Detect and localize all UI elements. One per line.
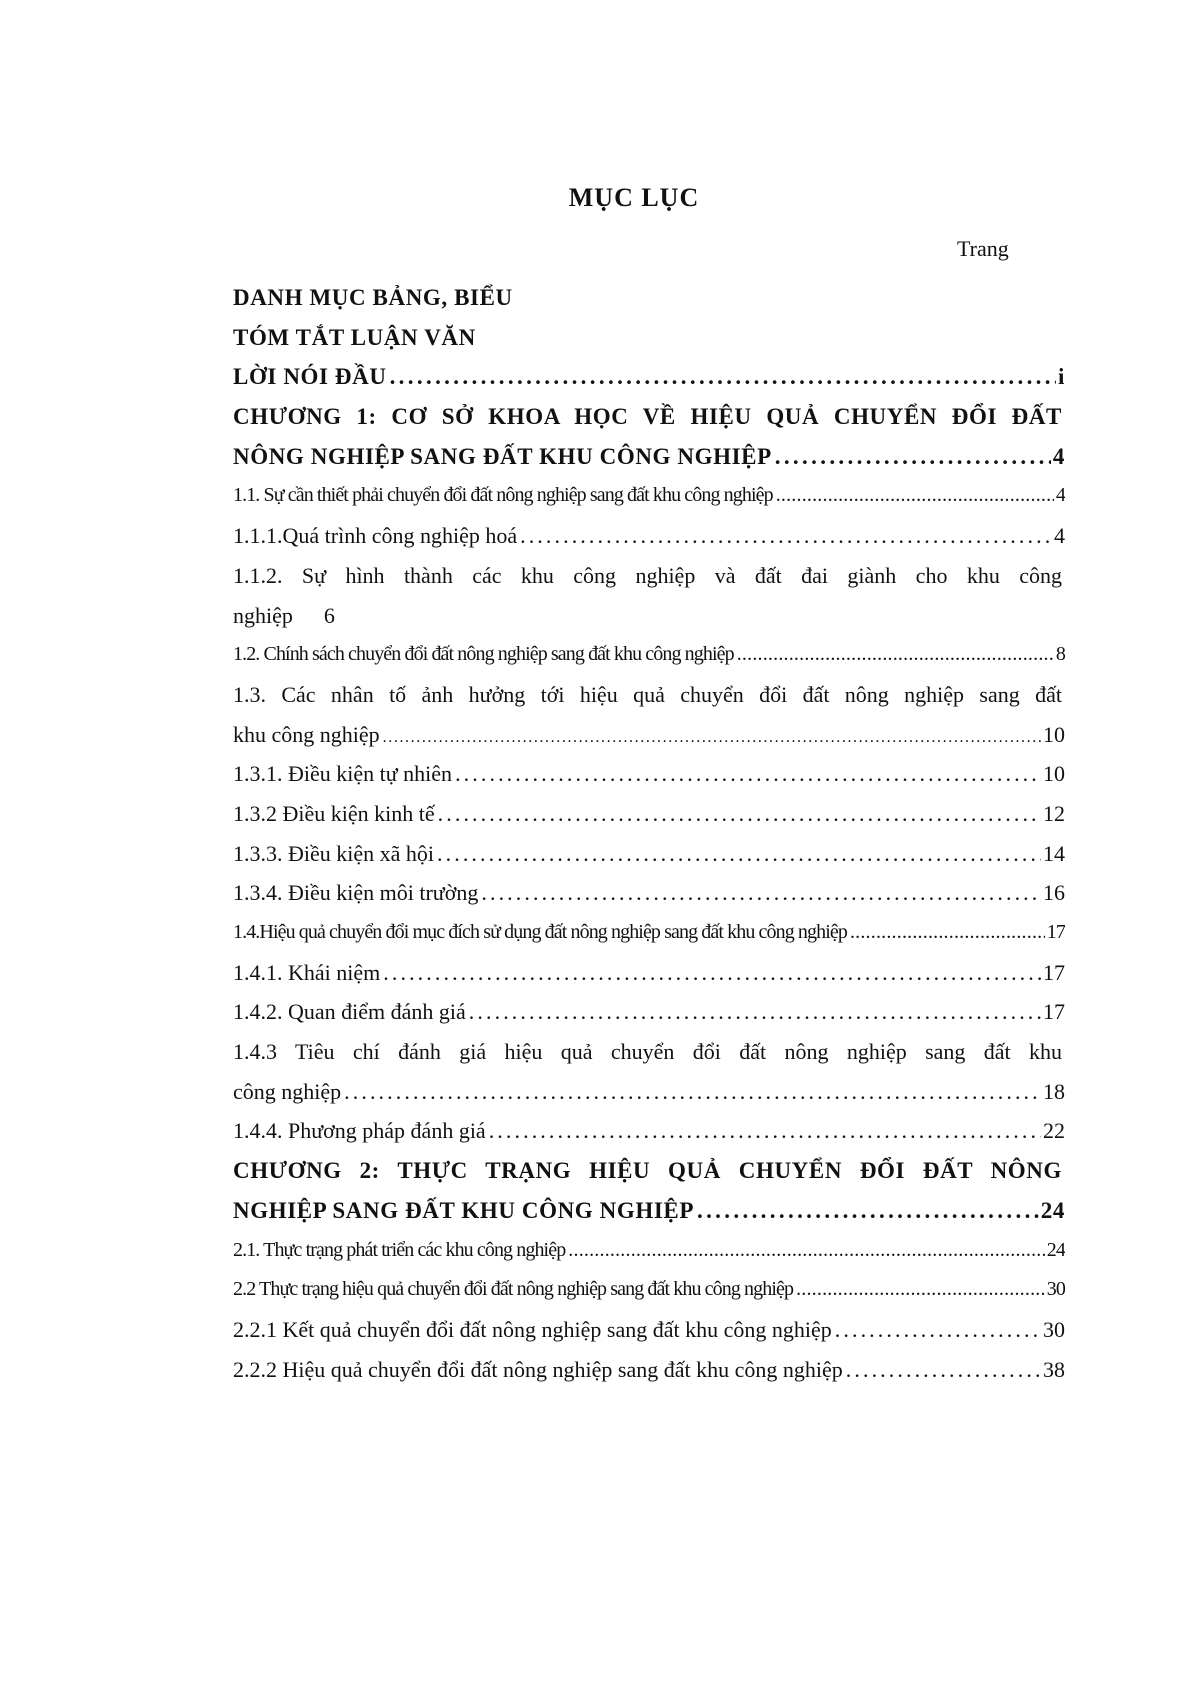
toc-entry-page: 10	[1043, 721, 1065, 747]
toc-entry-page: 4	[1054, 523, 1065, 549]
toc-entry[interactable]	[233, 675, 1065, 715]
toc-dot-leader	[481, 873, 1041, 913]
toc-entry[interactable]	[233, 1270, 1065, 1310]
toc-dot-leader	[455, 754, 1041, 794]
toc-entry[interactable]	[233, 913, 1065, 953]
toc-dot-leader	[390, 357, 1056, 397]
toc-entry[interactable]	[233, 1310, 1065, 1350]
toc-entry[interactable]	[233, 476, 1065, 516]
toc-dot-leader	[796, 1270, 1045, 1310]
toc-dot-leader	[697, 1191, 1039, 1231]
toc-entry-title: 1.1.1.Quá trình công nghiệp hoá	[233, 523, 518, 549]
toc-entry-title: 1.4.2. Quan điểm đánh giá	[233, 999, 466, 1025]
toc-entry-page: 22	[1043, 1118, 1065, 1144]
toc-entry[interactable]	[233, 1032, 1065, 1072]
toc-entry[interactable]	[233, 556, 1065, 596]
toc-entry-title: 1.4.Hiệu quả chuyển đổi mục đích sử dụng đất nông nghiệp sang đất khu công nghiệp	[233, 921, 847, 943]
toc-entry-page: 4	[1055, 484, 1065, 507]
toc-entry-page: 30	[1046, 1278, 1065, 1301]
toc-entry[interactable]	[233, 1111, 1065, 1151]
toc-entry-page: 4	[1052, 443, 1065, 469]
toc-entry[interactable]	[233, 437, 1065, 477]
toc-entry-title: LỜI NÓI ĐẦU	[233, 364, 387, 390]
page-column-header: Trang	[957, 236, 1009, 261]
page-title: MỤC LỤC	[568, 183, 700, 212]
toc-entry[interactable]	[233, 278, 1065, 318]
toc-entry-title: TÓM TẮT LUẬN VĂN	[233, 324, 476, 350]
toc-dot-leader	[469, 992, 1041, 1032]
toc-entry-title: 1.3.2 Điều kiện kinh tế	[233, 800, 435, 826]
toc-entry-page: i	[1058, 364, 1065, 390]
toc-entry[interactable]	[233, 516, 1065, 556]
toc-dot-leader	[489, 1111, 1041, 1151]
toc-entry-title: CHƯƠNG 1: CƠ SỞ KHOA HỌC VỀ HIỆU QUẢ CHUYỂN ĐỔI ĐẤT	[233, 404, 1062, 430]
toc-entry[interactable]	[233, 794, 1065, 834]
toc-entry[interactable]	[233, 1072, 1065, 1112]
toc-dot-leader	[846, 1350, 1041, 1390]
toc-entry[interactable]	[233, 318, 1065, 358]
toc-entry-title: 1.4.3 Tiêu chí đánh giá hiệu quả chuyển đổi đất nông nghiệp sang đất khu	[233, 1039, 1062, 1065]
toc-entry[interactable]	[233, 873, 1065, 913]
toc-dot-leader	[383, 953, 1041, 993]
toc-entry[interactable]	[233, 635, 1065, 675]
toc-dot-leader	[344, 1072, 1041, 1112]
table-of-contents	[233, 278, 1065, 1389]
toc-entry[interactable]	[233, 953, 1065, 993]
toc-dot-leader	[737, 635, 1054, 675]
toc-entry-title: NGHIỆP SANG ĐẤT KHU CÔNG NGHIỆP	[233, 1197, 694, 1223]
toc-entry[interactable]	[233, 754, 1065, 794]
toc-dot-leader	[520, 516, 1052, 556]
toc-entry[interactable]	[233, 715, 1065, 755]
toc-entry-page: 16	[1043, 880, 1065, 906]
toc-entry-page: 17	[1046, 921, 1065, 943]
toc-entry-title: 2.2.2 Hiệu quả chuyển đổi đất nông nghiệp sang đất khu công nghiệp	[233, 1356, 843, 1382]
toc-entry-page: 24	[1046, 1238, 1065, 1261]
toc-entry-title: DANH MỤC BẢNG, BIỂU	[233, 285, 513, 310]
toc-entry-title: 2.1. Thực trạng phát triển các khu công nghiệp	[233, 1238, 566, 1261]
toc-entry-title: NÔNG NGHIỆP SANG ĐẤT KHU CÔNG NGHIỆP	[233, 443, 772, 469]
toc-entry-title: 1.1.2. Sự hình thành các khu công nghiệp và đất đai giành cho khu công	[233, 562, 1062, 588]
toc-entry-title: khu công nghiệp	[233, 721, 380, 747]
toc-entry-page: 30	[1043, 1316, 1065, 1342]
toc-entry[interactable]	[233, 1350, 1065, 1390]
toc-entry[interactable]	[233, 992, 1065, 1032]
toc-entry-page: 24	[1040, 1197, 1065, 1223]
toc-dot-leader	[437, 834, 1041, 874]
toc-dot-leader	[568, 1231, 1045, 1271]
toc-dot-leader	[776, 476, 1054, 516]
toc-entry[interactable]	[233, 397, 1065, 437]
toc-entry-page: 17	[1043, 959, 1065, 985]
toc-entry[interactable]	[233, 1191, 1065, 1231]
toc-entry-title: 1.3.4. Điều kiện môi trường	[233, 880, 479, 906]
toc-entry[interactable]	[233, 357, 1065, 397]
toc-dot-leader	[775, 437, 1051, 477]
toc-dot-leader	[835, 1310, 1041, 1350]
toc-entry-title: 2.2.1 Kết quả chuyển đổi đất nông nghiệp sang đất khu công nghiệp	[233, 1316, 832, 1342]
toc-entry-page: 14	[1043, 840, 1065, 866]
toc-entry-page: 12	[1043, 800, 1065, 826]
toc-entry-title: 1.4.4. Phương pháp đánh giá	[233, 1118, 486, 1144]
toc-entry-title: CHƯƠNG 2: THỰC TRẠNG HIỆU QUẢ CHUYỂN ĐỔI ĐẤT NÔNG	[233, 1158, 1062, 1184]
toc-entry[interactable]	[233, 834, 1065, 874]
toc-entry-title: 1.3. Các nhân tố ảnh hưởng tới hiệu quả chuyển đổi đất nông nghiệp sang đất	[233, 681, 1062, 707]
toc-entry-page: 18	[1043, 1078, 1065, 1104]
toc-entry[interactable]	[233, 1151, 1065, 1191]
toc-entry-title: nghiệp	[233, 602, 293, 628]
toc-entry-title: 1.1. Sự cần thiết phải chuyển đổi đất nông nghiệp sang đất khu công nghiệp	[233, 484, 773, 507]
toc-entry[interactable]	[233, 1231, 1065, 1271]
toc-entry-page: 17	[1043, 999, 1065, 1025]
toc-dot-leader	[383, 718, 1041, 755]
toc-entry-title: 1.3.3. Điều kiện xã hội	[233, 840, 435, 866]
toc-entry-title: 1.4.1. Khái niệm	[233, 959, 381, 985]
toc-dot-leader	[850, 913, 1045, 953]
toc-entry-title: 2.2 Thực trạng hiệu quả chuyển đổi đất nông nghiệp sang đất khu công nghiệp	[233, 1278, 794, 1301]
toc-entry-page: 8	[1055, 643, 1065, 666]
toc-entry-title: 1.3.1. Điều kiện tự nhiên	[233, 761, 453, 787]
toc-entry-page: 6	[323, 602, 335, 628]
toc-entry-page: 10	[1043, 761, 1065, 787]
toc-entry-title: 1.2. Chính sách chuyển đổi đất nông nghiệp sang đất khu công nghiệp	[233, 643, 734, 666]
toc-dot-leader	[438, 794, 1041, 834]
toc-entry[interactable]	[233, 596, 1065, 636]
toc-entry-page: 38	[1043, 1356, 1065, 1382]
toc-entry-title: công nghiệp	[233, 1078, 342, 1104]
